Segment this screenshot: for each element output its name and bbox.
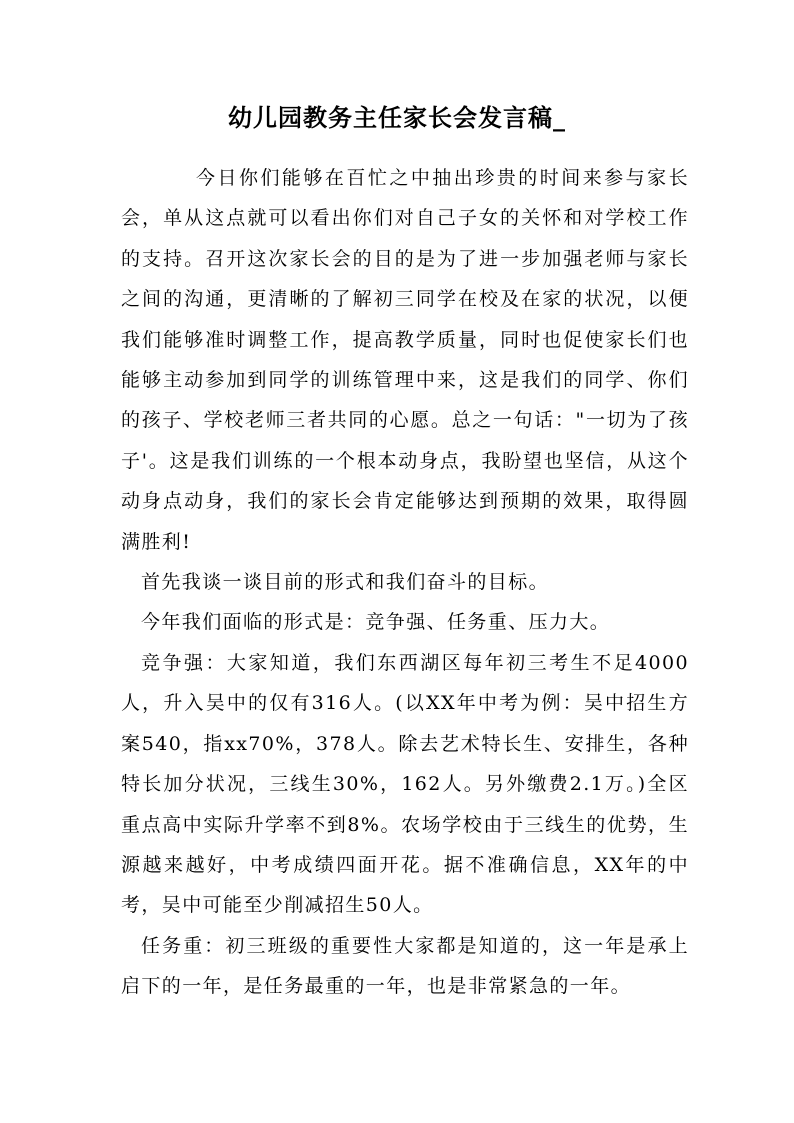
paragraph-competition: 竞争强：大家知道，我们东西湖区每年初三考生不足4000人，升入吴中的仅有316人。(以XX年中考为例：吴中招生方案540，指xx70%，378人。除去艺术特长生、安排生，各种特长加分状况，三线生30%，162人。另外缴费2.1万。)全区重点高中实际升学率不到8%。农场学校由于三线生的优势，生源越来越好，中考成绩四面开花。据不准确信息，XX年的中考，吴中可能至少削减招生50人。	[121, 651, 689, 917]
paragraph-task: 任务重：初三班级的重要性大家都是知道的，这一年是承上启下的一年，是任务最重的一年，也是非常紧急的一年。	[121, 934, 689, 998]
paragraph-topic-intro: 首先我谈一谈目前的形式和我们奋斗的目标。	[141, 571, 550, 594]
paragraph-situation: 今年我们面临的形式是：竞争强、任务重、压力大。	[141, 611, 611, 634]
document-title: 幼儿园教务主任家长会发言稿_	[228, 104, 566, 132]
paragraph-opening: 今日你们能够在百忙之中抽出珍贵的时间来参与家长会，单从这点就可以看出你们对自己子女的关怀和对学校工作的支持。召开这次家长会的目的是为了进一步加强老师与家长之间的沟通，更清晰的了解初三同学在校及在家的状况，以便我们能够准时调整工作，提高教学质量，同时也促使家长们也能够主动参加到同学的训练管理中来，这是我们的同学、你们的孩子、学校老师三者共同的心愿。总之一句话："一切为了孩子'。这是我们训练的一个根本动身点，我盼望也坚信，从这个动身点动身，我们的家长会肯定能够达到预期的效果，取得圆满胜利!	[121, 167, 689, 553]
document-body	[121, 158, 689, 1007]
